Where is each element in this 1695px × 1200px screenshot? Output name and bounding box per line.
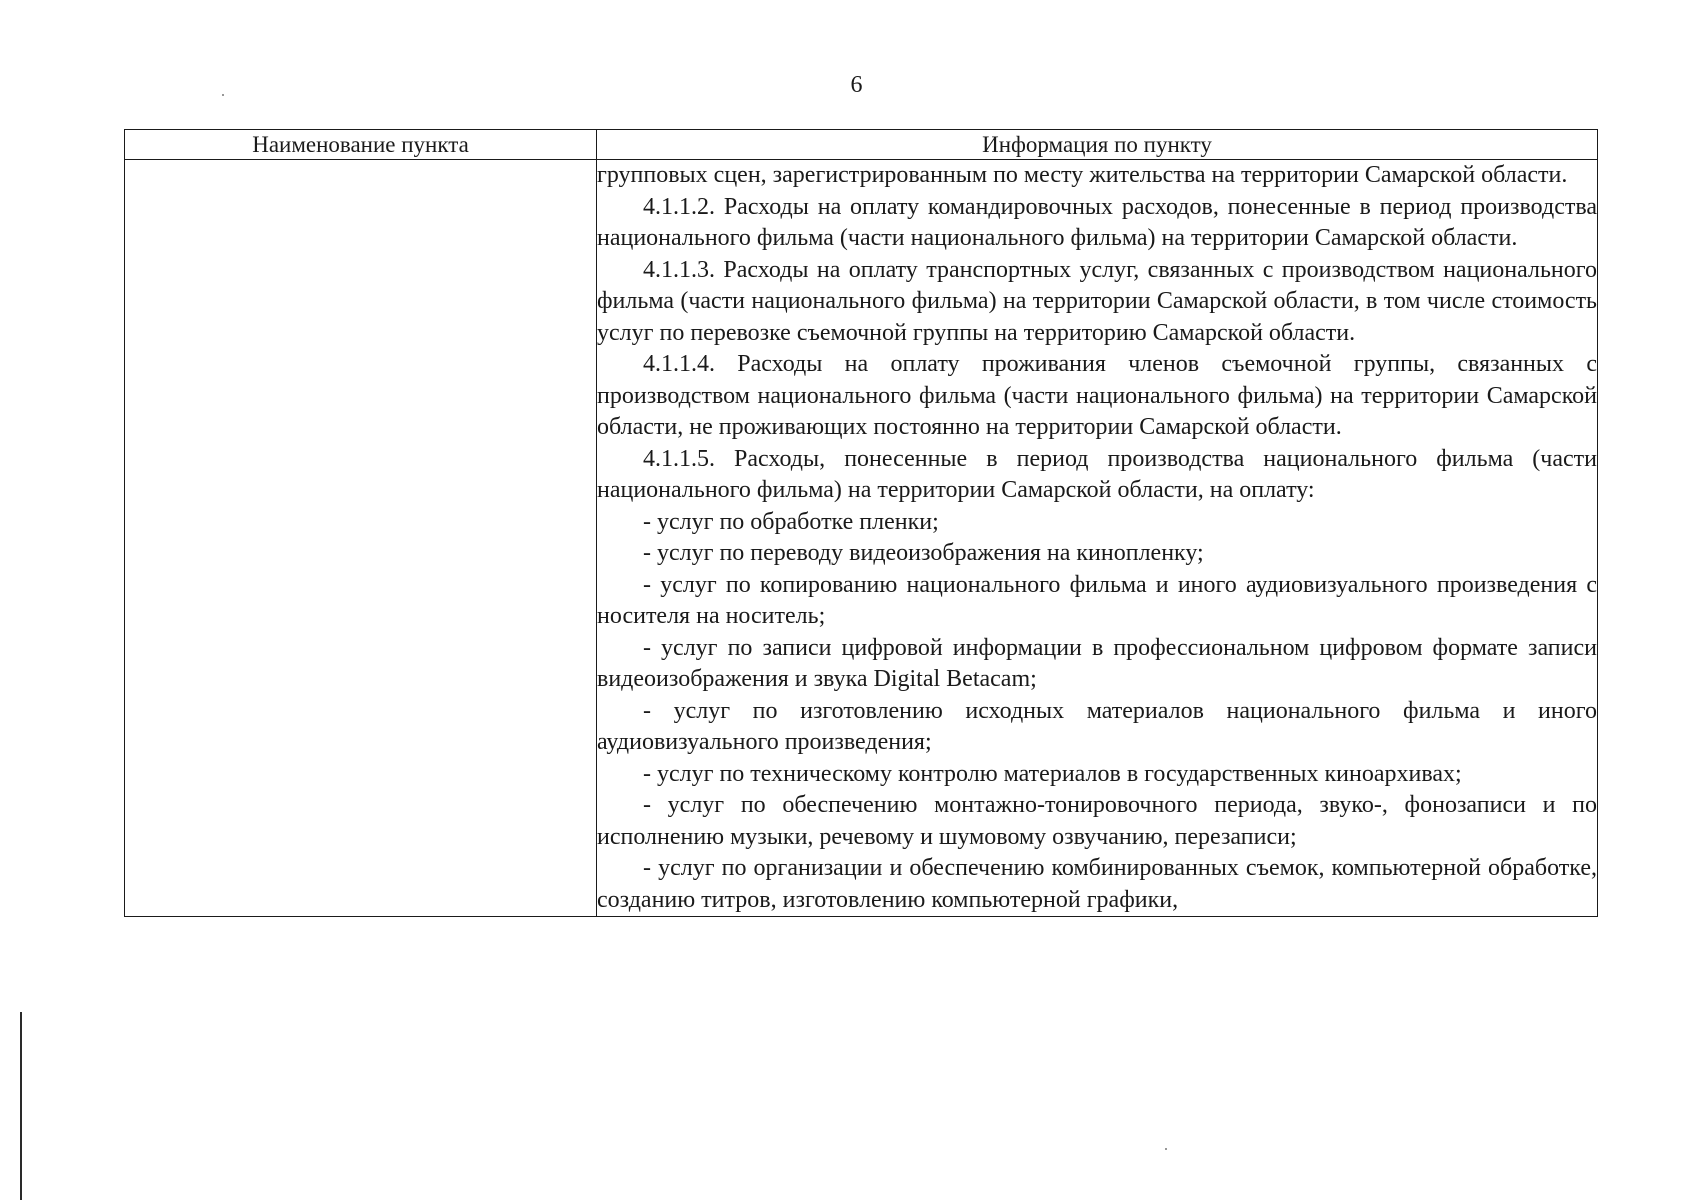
- list-item-video-to-film: - услуг по переводу видеоизображения на кинопленку;: [643, 540, 1204, 566]
- clause-4-1-1-3: 4.1.1.3. Расходы на оплату транспортных услуг, связанных с производством национального фильма (части национального фильма) на территории Самарской области, в том числе стоимость услуг по перевозке съемочной группы на территорию Самарской области.: [597, 256, 1597, 346]
- table-row: [125, 160, 1598, 917]
- table-header-row: [125, 130, 1598, 160]
- continuation-paragraph: групповых сцен, зарегистрированным по месту жительства на территории Самарской области.: [597, 162, 1568, 188]
- page-number: 6: [850, 72, 863, 98]
- clause-4-1-1-4: 4.1.1.4. Расходы на оплату проживания членов съемочной группы, связанных с производством национального фильма (части национального фильма) на территории Самарской области, не проживающих постоянно на территории Самарской области.: [597, 351, 1597, 440]
- list-item-combined-shooting: - услуг по организации и обеспечению комбинированных съемок, компьютерной обработке, созданию титров, изготовлению компьютерной графики,: [597, 855, 1597, 913]
- clause-4-1-1-2: 4.1.1.2. Расходы на оплату командировочных расходов, понесенные в период производства национального фильма (части национального фильма) на территории Самарской области.: [597, 193, 1597, 251]
- item-info-cell: [597, 160, 1598, 917]
- item-name-cell: [125, 160, 597, 917]
- clause-4-1-1-5: 4.1.1.5. Расходы, понесенные в период производства национального фильма (части национального фильма) на территории Самарской области, на оплату:: [597, 445, 1597, 503]
- list-item-sound-editing: - услуг по обеспечению монтажно-тонировочного периода, звуко-, фонозаписи и по исполнению музыки, речевому и шумовому озвучанию, перезаписи;: [597, 792, 1597, 850]
- scan-speck: [222, 94, 224, 96]
- scan-speck: [1165, 1148, 1167, 1150]
- list-item-digital-recording: - услуг по записи цифровой информации в профессиональном цифровом формате записи видеоизображения и звука Digital Betacam;: [597, 634, 1597, 692]
- document-table: [124, 129, 1598, 917]
- header-item-name: Наименование пункта: [125, 130, 597, 160]
- list-item-source-materials: - услуг по изготовлению исходных материалов национального фильма и иного аудиовизуального произведения;: [597, 697, 1597, 755]
- scan-edge-line: [20, 1012, 22, 1200]
- list-item-technical-control: - услуг по техническому контролю материалов в государственных киноархивах;: [643, 760, 1462, 787]
- list-item-film-processing: - услуг по обработке пленки;: [643, 508, 939, 535]
- list-item-copying: - услуг по копированию национального фильма и иного аудиовизуального произведения с носителя на носитель;: [597, 571, 1597, 629]
- header-item-info: Информация по пункту: [597, 130, 1598, 160]
